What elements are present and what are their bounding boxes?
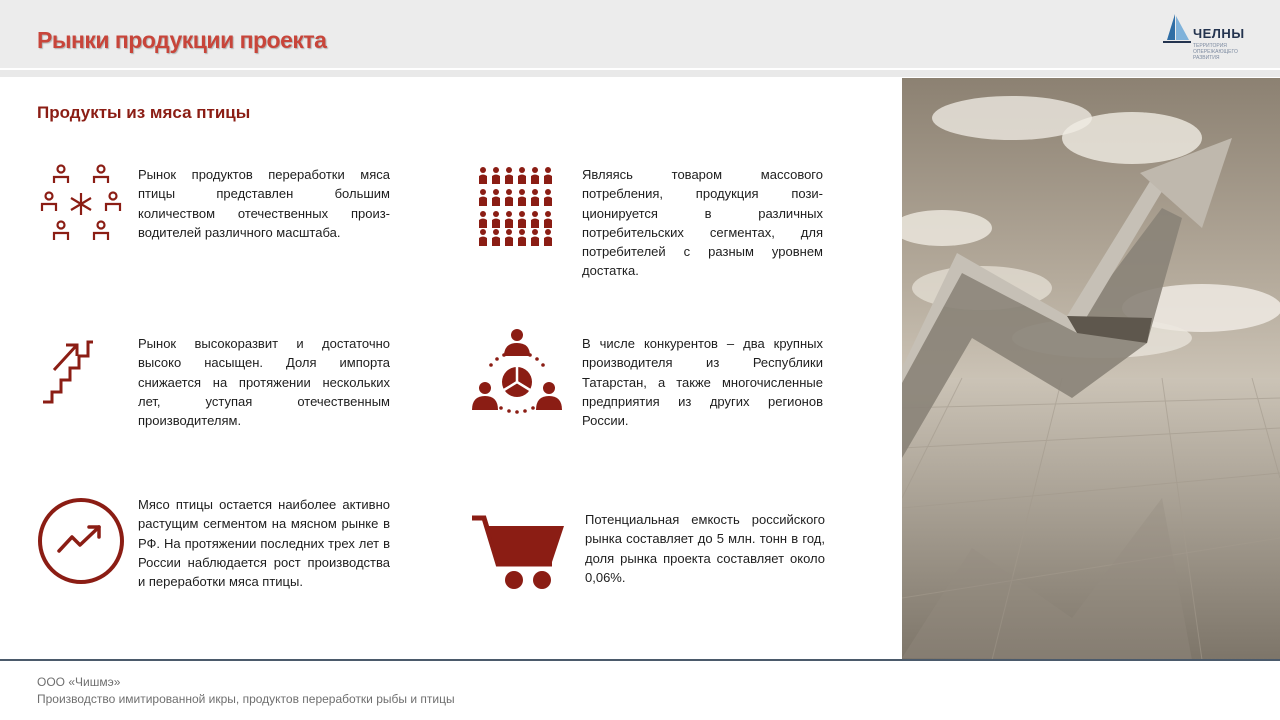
growth-arrow-photo xyxy=(902,78,1280,660)
footer-divider xyxy=(0,659,1280,661)
growth-circle-icon xyxy=(37,497,125,585)
logo-subtitle: ТЕРРИТОРИЯ ОПЕРЕЖАЮЩЕГО РАЗВИТИЯ xyxy=(1193,43,1238,61)
section-title: Продукты из мяса птицы xyxy=(37,103,251,122)
sail-logo-icon xyxy=(1163,14,1191,44)
footer-description: Производство имитированной икры, продуктов переработки рыбы и птицы xyxy=(37,692,455,706)
header-divider xyxy=(0,70,1280,77)
block-1-text: Рынок продуктов переработки мяса птицы представлен большим количеством отечественных произ-водителей различного масштаба. xyxy=(138,167,390,240)
page-title: Рынки продукции проекта xyxy=(37,27,327,53)
block-2-text: Являясь товаром массового потребления, продукция пози-ционируется в различных потребительских сегментах, для потребителей с разным уровнем достатка. xyxy=(582,167,823,279)
footer xyxy=(37,674,455,708)
network-people-icon xyxy=(40,163,122,245)
shopping-cart-icon xyxy=(470,512,566,592)
block-4-text: В числе конкурентов – два крупных производителя из Республики Татарстан, а также многочисленные предприятия из других регионов России. xyxy=(582,336,823,429)
block-5-text: Мясо птицы остается наиболее активно растущим сегментом на мясном рынке в РФ. На протяжении последних трех лет в России наблюдается рост производства и переработки мяса птицы. xyxy=(138,497,390,590)
growth-arrow-image xyxy=(902,78,1280,660)
footer-company: ООО «Чишмэ» xyxy=(37,675,121,689)
block-3-text: Рынок высокоразвит и достаточно высоко насыщен. Доля импорта снижается на протяжении нескольких лет, уступая отечественным производителям. xyxy=(138,336,390,429)
competitors-icon xyxy=(471,328,563,416)
crowd-icon xyxy=(477,163,555,247)
company-logo xyxy=(1163,14,1253,64)
logo-name: ЧЕЛНЫ xyxy=(1193,26,1245,41)
block-6-text: Потенциальная емкость российского рынка составляет до 5 млн. тонн в год, доля рынка проекта составляет около 0,06%. xyxy=(585,512,825,585)
stairs-growth-icon xyxy=(42,338,94,406)
